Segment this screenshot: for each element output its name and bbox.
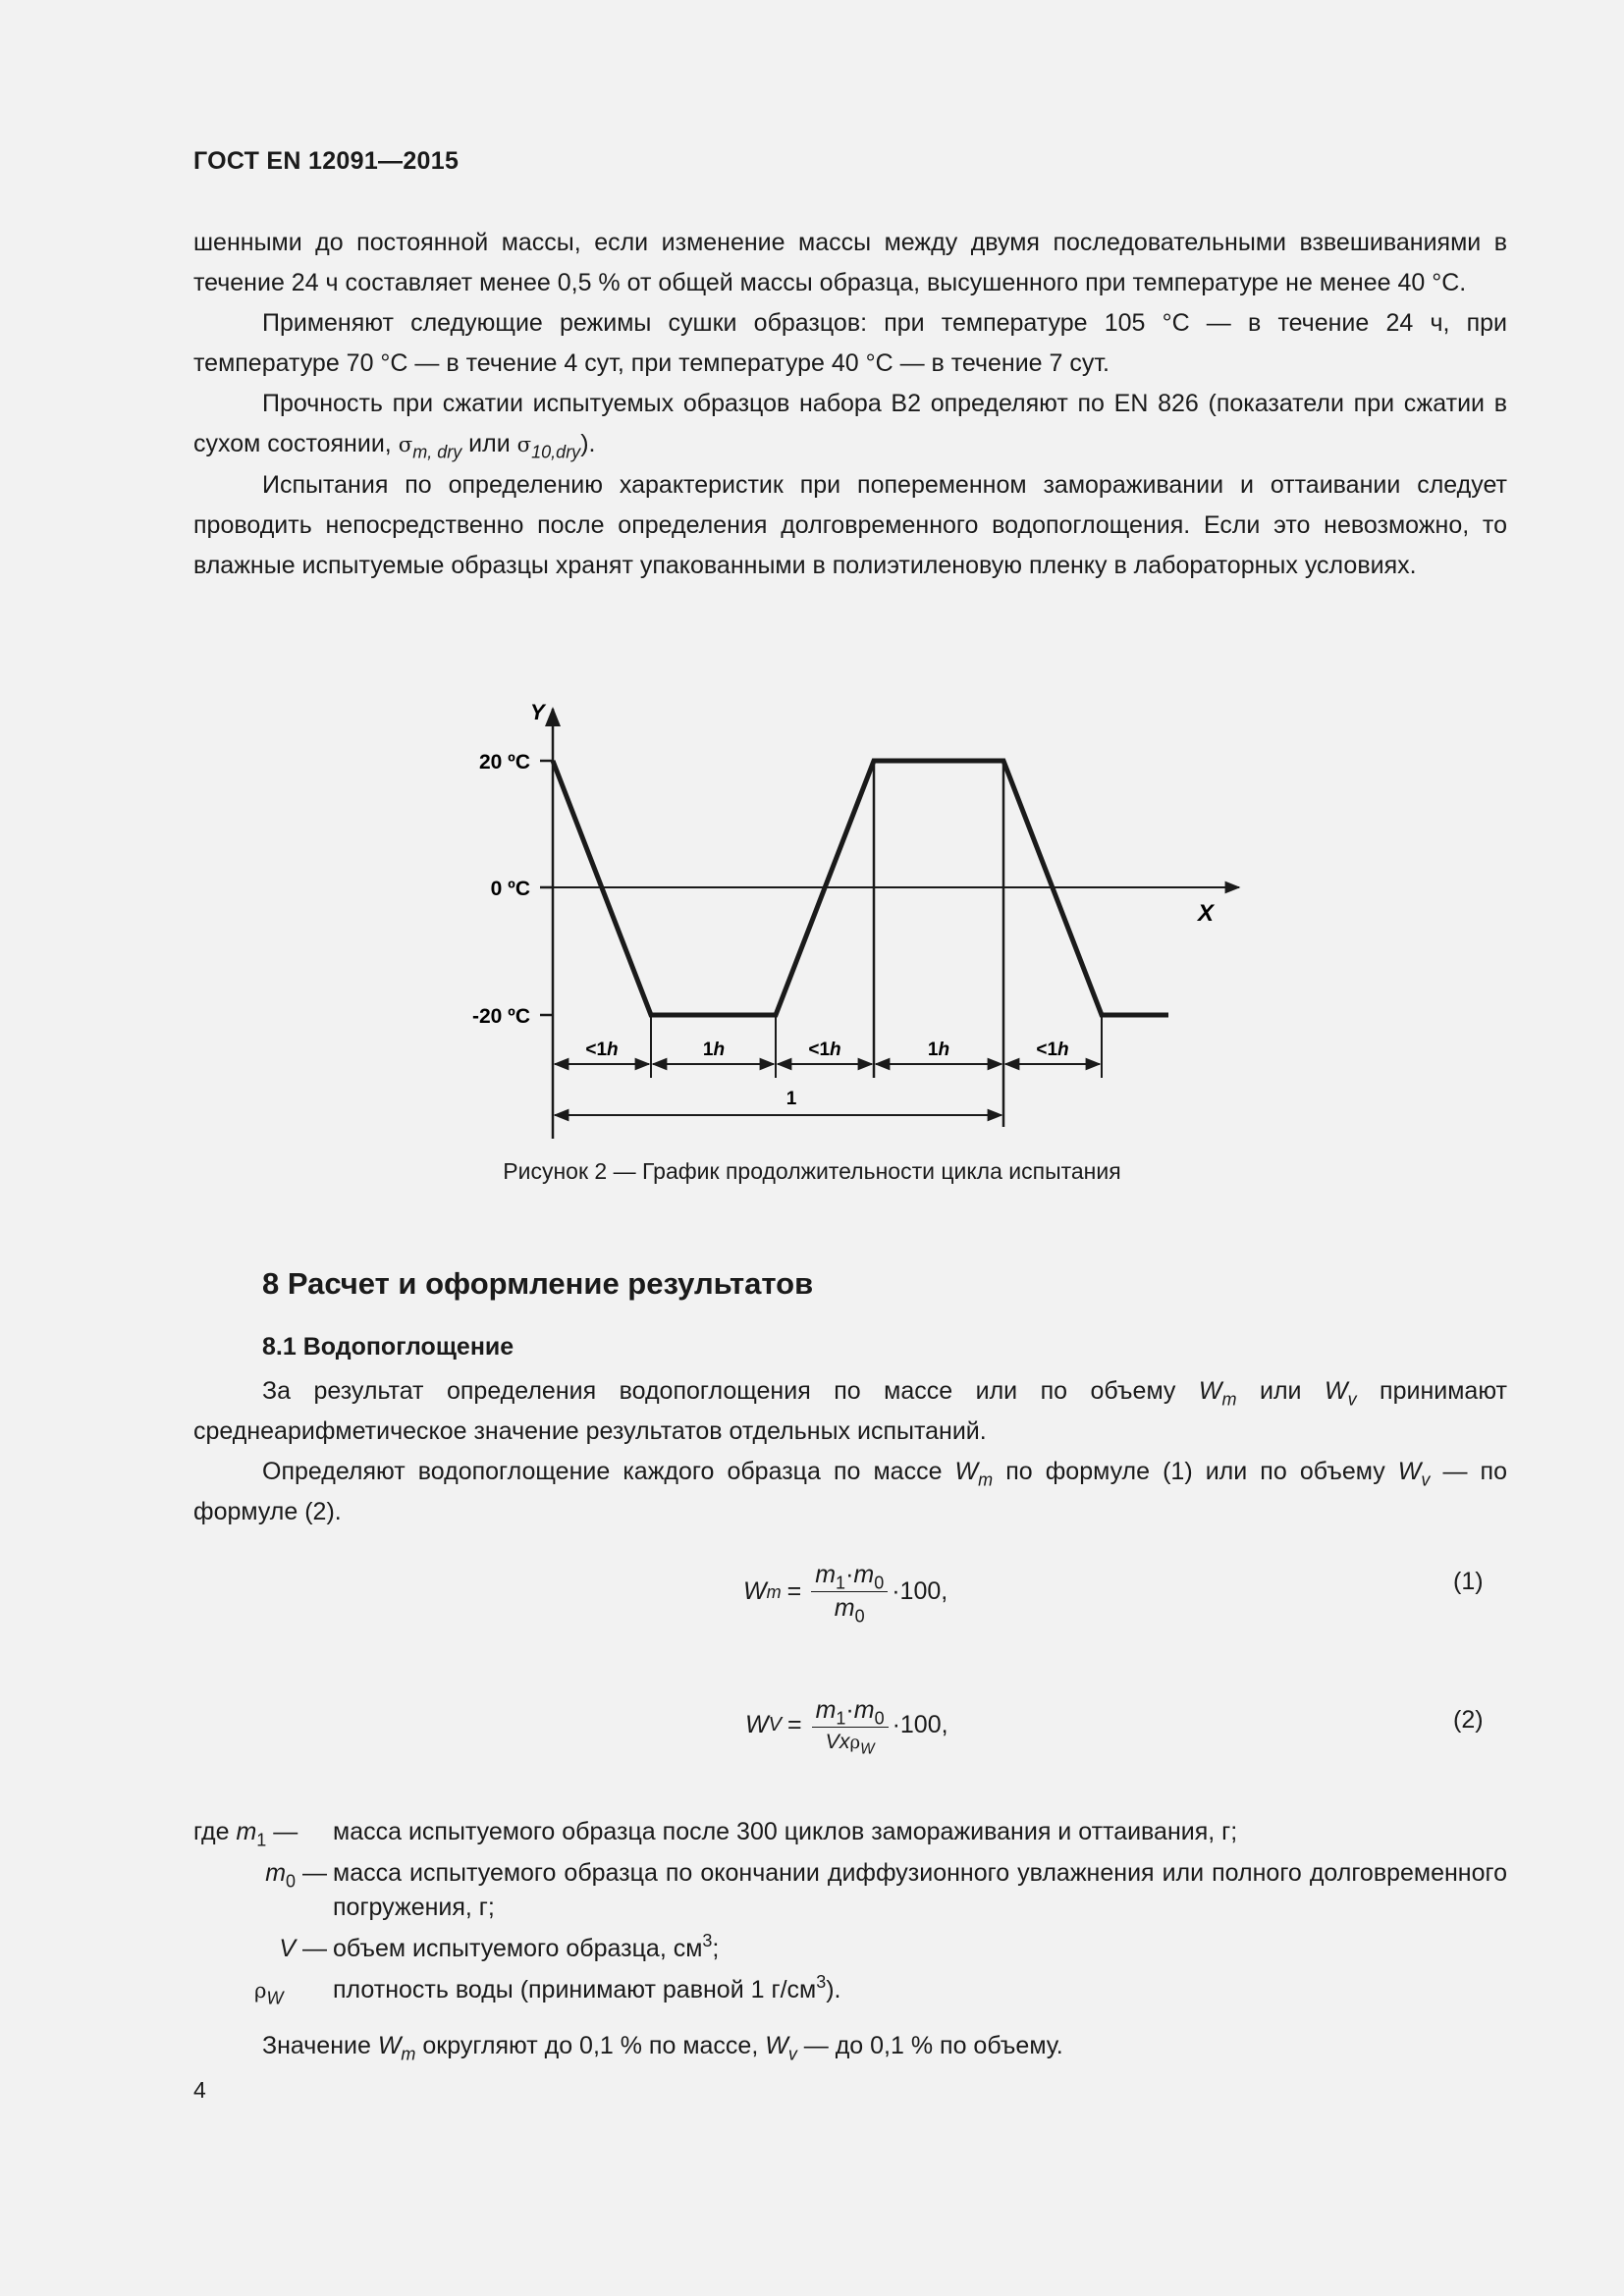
page-number: 4 <box>193 2077 206 2103</box>
section-paragraph-1: За результат определения водопоглощения по массе или по объему $W_m$ или $W_v$ принимают среднеарифметическое значение результатов отдельных испытаний. <box>193 1377 1507 1445</box>
figure-caption: Рисунок 2 — График продолжительности цикла испытания <box>503 1158 1121 1184</box>
definition-row: V — объем испытуемого образца, $см^3$; <box>279 1931 720 1962</box>
label-minus20c: -20 ºС <box>471 1005 530 1028</box>
paragraph-4: Испытания по определению характеристик при попеременном замораживании и оттаивании следует проводить непосредственно после определения долговременного водопоглощения. Если это невозможно, то влажные испытуемые образцы хранят упакованными в полиэтиленовую пленку в лабораторных условиях. <box>193 471 1507 579</box>
x-axis-label: X <box>1198 900 1215 927</box>
document-code: ГОСТ EN 12091—2015 <box>193 147 460 175</box>
segment-4-label: 1h <box>927 1040 950 1060</box>
paragraph-2: Применяют следующие режимы сушки образцов: при температуре 105 °С — в течение 24 ч, при температуре 70 °С — в течение 4 сут, при температуре 40 °С — в течение 7 сут. <box>193 309 1507 377</box>
definitions-list <box>193 1815 1507 2015</box>
section-text <box>193 1371 1507 1532</box>
y-axis-label: Y <box>530 700 545 724</box>
segment-1-label: <1h <box>585 1040 619 1060</box>
formula-2: W V = $\frac{m_1\cdot m_0}{Vx\rho_W}$ ·100, <box>745 1696 948 1758</box>
cycle-total-label: 1 <box>785 1089 797 1109</box>
formula-1: W m = $\frac{m_1\cdot m_0}{m_0}$ ·100, <box>743 1561 948 1627</box>
section-paragraph-2: Определяют водопоглощение каждого образца по массе $W_m$ по формуле (1) или по объему $W_v$ — по формуле (2). <box>193 1458 1507 1525</box>
section-title: 8 Расчет и оформление результатов <box>262 1266 814 1301</box>
segment-2-label: 1h <box>702 1040 726 1060</box>
definition-row: $\rho_W$ плотность воды (принимают равной 1 $г/см^3$). <box>254 1972 841 2008</box>
subsection-title: 8.1 Водопоглощение <box>262 1333 514 1361</box>
paragraph-3: Прочность при сжатии испытуемых образцов набора В2 определяют по EN 826 (показатели при сжатии в сухом состоянии, $\sigma_{m, dry}$ или $\sigma_{10,dry}$). <box>193 390 1507 462</box>
definition-row: где $m_1$ — масса испытуемого образца после 300 циклов замораживания и оттаивания, г; <box>193 1818 1238 1850</box>
formula-2-number: (2) <box>1453 1706 1484 1734</box>
definition-row: $m_0$ — масса испытуемого образца по окончании диффузионного увлажнения или полного долговременного погружения, г; <box>265 1859 1507 1921</box>
cycle-chart <box>442 687 1267 1139</box>
label-0c: 0 ºС <box>490 878 530 900</box>
segment-5-label: <1h <box>1036 1040 1069 1060</box>
formula-2-fraction: $\frac{m_1\cdot m_0}{Vx\rho_W}$ <box>812 1696 889 1754</box>
label-20c: 20 ºС <box>478 751 530 774</box>
final-sentence: Значение $W_m$ округляют до 0,1 % по массе, $W_v$ — до 0,1 % по объему. <box>262 2032 1063 2064</box>
formula-1-number: (1) <box>1453 1568 1484 1595</box>
segment-3-label: <1h <box>808 1040 841 1060</box>
paragraph-1: шенными до постоянной массы, если изменение массы между двумя последовательными взвешиваниями в течение 24 ч составляет менее 0,5 % от общей массы образца, высушенного при температуре не менее 40 °С. <box>193 229 1507 296</box>
body-text <box>193 223 1507 586</box>
formula-1-fraction: $\frac{m_1\cdot m_0}{m_0}$ <box>811 1561 888 1623</box>
